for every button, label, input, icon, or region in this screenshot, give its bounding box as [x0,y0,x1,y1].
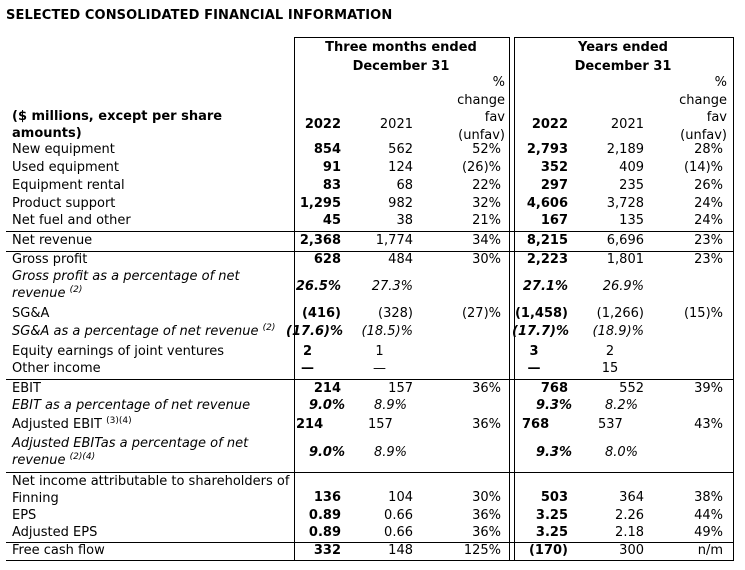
years-percent-change-value: 43% [694,417,723,432]
row-label [12,141,115,158]
row-label [12,251,87,268]
footnote-ref: (2) [69,285,83,295]
three-months-current-year-value: 0.89 [308,508,341,523]
row-label-text: Adjusted EPS [12,525,98,540]
change-header-line3: fav [484,110,505,125]
three-months-percent-change-value: 34% [472,233,501,248]
three-months-percent-change-value: 22% [472,178,501,193]
years-current-year-value: 167 [540,213,568,228]
three-months-prior-year-value: 148 [388,543,413,558]
years-percent-change-value: 39% [694,381,723,396]
row-label [12,177,125,194]
three-months-percent-change-value: 36% [472,417,501,432]
change-header-line4: (unfav) [680,127,727,143]
row-label-line1: Gross profit as a percentage of net [12,269,240,284]
years-percent-change-value: 26% [694,178,723,193]
years-prior-year-value: 1,801 [606,252,644,267]
units-label-line2: amounts) [12,126,82,141]
row-label-text: Net fuel and other [12,213,131,228]
col-header-y-2022: 2022 [531,117,568,132]
years-current-year-value: 3.25 [535,508,568,523]
three-months-current-year-value: 2 [302,344,313,359]
row-label [12,416,132,433]
group-header-years [514,38,732,76]
years-prior-year-value: 235 [619,178,644,193]
three-months-prior-year-value: 68 [396,178,413,193]
three-months-current-year-value: 2,368 [299,233,341,248]
footnote-ref: (3)(4) [106,416,132,426]
three-months-percent-change-value: 30% [472,252,501,267]
row-label [12,473,289,507]
three-months-current-year-value: (416) [301,306,341,321]
years-percent-change-value: 24% [694,213,723,228]
col-header-q-change [430,74,505,144]
three-months-percent-change-value: 125% [463,543,501,558]
three-months-current-year-value: 214 [296,417,324,432]
three-months-prior-year-value: — [373,361,386,376]
three-months-prior-year-value: 27.3% [371,279,413,294]
row-label [12,524,97,541]
row-label-text: EBIT [12,381,41,396]
units-label-line1: ($ millions, except per share [12,109,223,124]
years-current-year-value: 3.25 [535,525,568,540]
group-header-line2: December 31 [352,59,450,74]
three-months-percent-change-value: 36% [472,508,501,523]
years-percent-change-value: n/m [697,543,723,558]
years-percent-change-value: 28% [694,142,723,157]
row-label-line2 [12,452,248,469]
rule-bottom [6,560,733,561]
footnote-ref: (2) [262,323,276,333]
row-label [12,323,275,340]
years-prior-year-value: 2 [605,344,615,359]
table-title: SELECTED CONSOLIDATED FINANCIAL INFORMATION [6,8,393,23]
row-label [12,159,119,176]
three-months-prior-year-value: (18.5)% [361,324,413,339]
col-header-q-2022: 2022 [304,117,341,132]
row-label-text: Other income [12,361,101,376]
row-label-text: Equipment rental [12,178,125,193]
years-prior-year-value: (18.9)% [592,324,644,339]
years-current-year-value: 768 [522,417,550,432]
col-header-y-change [650,74,727,144]
row-label-text: Used equipment [12,160,120,175]
row-label [12,507,36,524]
three-months-current-year-value: 9.0% [308,398,345,413]
row-label-text: Adjusted EBIT [12,417,102,432]
row-label [12,268,240,302]
row-label-text: Free cash flow [12,543,105,558]
three-months-prior-year-value: 8.9% [373,398,407,413]
years-percent-change-value: 49% [694,525,723,540]
change-header-line4: (unfav) [458,127,505,143]
years-prior-year-value: 409 [619,160,644,175]
years-prior-year-value: 26.9% [602,279,644,294]
three-months-current-year-value: 91 [322,160,341,175]
change-header-line1: % [492,75,505,90]
row-label-text: Product support [12,196,116,211]
row-label-line1: Adjusted EBITas a percentage of net [12,436,249,451]
years-current-year-value: 9.3% [535,445,572,460]
row-label-text: SG&A as a percentage of net revenue [12,324,259,339]
three-months-prior-year-value: 562 [388,142,413,157]
years-current-year-value: 3 [529,344,539,359]
years-percent-change-value: 24% [694,196,723,211]
years-current-year-value: 8,215 [526,233,568,248]
three-months-prior-year-value: (328) [378,306,413,321]
row-label [12,305,49,322]
three-months-current-year-value: 9.0% [308,445,345,460]
years-current-year-value: 2,793 [526,142,568,157]
years-current-year-value: 352 [540,160,568,175]
years-percent-change-value: 23% [694,233,723,248]
years-prior-year-value: 8.0% [604,445,638,460]
row-label [12,542,105,559]
years-prior-year-value: (1,266) [596,306,644,321]
years-prior-year-value: 8.2% [604,398,638,413]
years-prior-year-value: 552 [619,381,644,396]
three-months-current-year-value: 1,295 [299,196,341,211]
three-months-current-year-value: 0.89 [308,525,341,540]
years-prior-year-value: 2.18 [615,525,644,540]
years-prior-year-value: 3,728 [606,196,644,211]
change-header-line2: change [679,92,727,108]
group-header-line1: Three months ended [325,40,477,55]
three-months-prior-year-value: 484 [388,252,413,267]
three-months-percent-change-value: 52% [472,142,501,157]
years-prior-year-value: 2.26 [615,508,644,523]
years-prior-year-value: 364 [619,490,644,505]
years-current-year-value: 768 [540,381,568,396]
years-current-year-value: (1,458) [514,306,568,321]
change-header-line2: change [457,92,505,108]
years-current-year-value: 503 [540,490,568,505]
group-header-three-months [294,38,508,76]
row-label-line2 [12,490,289,507]
row-label-line1: Net income attributable to shareholders of [12,474,290,489]
years-percent-change-value: (14)% [683,160,723,175]
years-current-year-value: — [527,361,541,376]
change-header-line1: % [714,75,727,90]
col-header-q-2021: 2021 [379,117,413,132]
three-months-prior-year-value: 104 [388,490,413,505]
years-current-year-value: 2,223 [526,252,568,267]
three-months-current-year-value: 332 [313,543,341,558]
years-percent-change-value: 44% [694,508,723,523]
row-label [12,380,41,397]
three-months-percent-change-value: 30% [472,490,501,505]
row-label-text: Equity earnings of joint ventures [12,344,224,359]
years-percent-change-value: 23% [694,252,723,267]
row-label-line2-text: Finning [12,491,59,506]
col-header-y-2021: 2021 [610,117,644,132]
years-prior-year-value: 15 [601,361,619,376]
row-label-line2-text: revenue [12,286,66,301]
years-prior-year-value: 6,696 [606,233,644,248]
three-months-prior-year-value: 157 [388,381,413,396]
years-current-year-value: (17.7)% [512,324,569,339]
three-months-prior-year-value: 0.66 [384,508,413,523]
years-current-year-value: (170) [528,543,568,558]
three-months-current-year-value: 45 [322,213,341,228]
three-months-current-year-value: 26.5% [295,279,341,294]
three-months-current-year-value: 136 [313,490,341,505]
years-prior-year-value: 2,189 [606,142,644,157]
change-header-line3: fav [706,110,727,125]
three-months-current-year-value: (17.6)% [286,324,343,339]
group-header-line2: December 31 [574,59,672,74]
three-months-percent-change-value: (27)% [461,306,501,321]
three-months-current-year-value: — [301,361,314,376]
three-months-current-year-value: 854 [313,142,341,157]
row-label-text: New equipment [12,142,115,157]
units-label [12,108,222,142]
row-label [12,397,250,414]
years-current-year-value: 27.1% [522,279,568,294]
row-label-line2 [12,285,240,302]
three-months-prior-year-value: 8.9% [373,445,407,460]
years-prior-year-value: 300 [619,543,644,558]
three-months-current-year-value: 83 [322,178,341,193]
years-prior-year-value: 537 [598,417,623,432]
three-months-prior-year-value: 0.66 [384,525,413,540]
row-label-text: SG&A [12,306,50,321]
row-label [12,212,131,229]
years-percent-change-value: 38% [694,490,723,505]
row-label [12,360,101,377]
three-months-prior-year-value: 38 [396,213,413,228]
three-months-current-year-value: 214 [313,381,341,396]
three-months-percent-change-value: 32% [472,196,501,211]
row-label [12,232,92,249]
three-months-prior-year-value: 124 [388,160,413,175]
years-current-year-value: 297 [540,178,568,193]
row-label [12,435,248,469]
three-months-prior-year-value: 982 [388,196,413,211]
three-months-current-year-value: 628 [313,252,341,267]
row-label-line2-text: revenue [12,453,66,468]
three-months-percent-change-value: 21% [472,213,501,228]
years-percent-change-value: (15)% [683,306,723,321]
row-label [12,195,115,212]
three-months-prior-year-value: 1,774 [375,233,413,248]
three-months-percent-change-value: 36% [472,381,501,396]
years-current-year-value: 9.3% [535,398,572,413]
three-months-prior-year-value: 1 [375,344,384,359]
row-label-text: EPS [12,508,37,523]
row-label-text: Gross profit [12,252,88,267]
three-months-prior-year-value: 157 [368,417,393,432]
row-label-text: EBIT as a percentage of net revenue [12,398,251,413]
years-prior-year-value: 135 [619,213,644,228]
row-label [12,343,224,360]
three-months-percent-change-value: (26)% [461,160,501,175]
three-months-percent-change-value: 36% [472,525,501,540]
years-current-year-value: 4,606 [526,196,568,211]
row-label-text: Net revenue [12,233,93,248]
group-header-line1: Years ended [578,40,668,55]
footnote-ref: (2)(4) [69,452,96,462]
